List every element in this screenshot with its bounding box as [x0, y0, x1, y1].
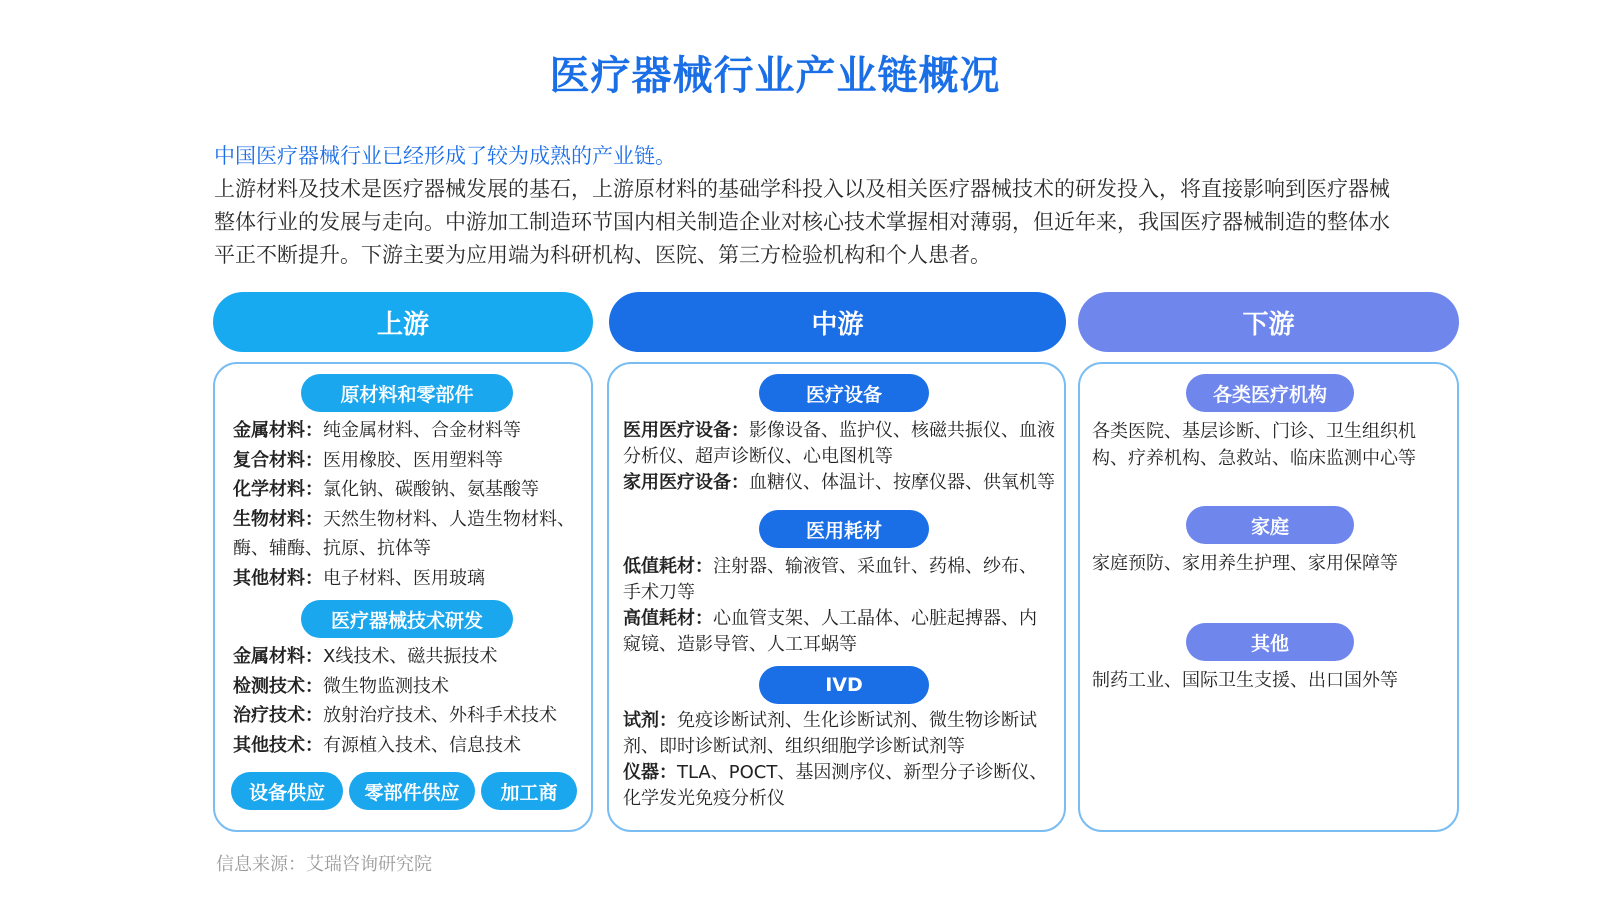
- home-pill: 家庭: [1186, 506, 1354, 544]
- home-text: 家庭预防、家用养生护理、家用保障等: [1092, 553, 1398, 574]
- midstream-header: 中游: [609, 292, 1066, 352]
- list-item: 医用医疗设备：影像设备、监护仪、核磁共振仪、血液分析仪、超声诊断仪、心电图机等: [623, 420, 1055, 467]
- list-item: 家用医疗设备：血糖仪、体温计、按摩仪器、供氧机等: [623, 472, 1055, 493]
- list-item: 高值耗材：心血管支架、人工晶体、心脏起搏器、内窥镜、造影导管、人工耳蜗等: [623, 608, 1037, 655]
- list-item: 其他技术：有源植入技术、信息技术: [233, 734, 521, 756]
- other-pill: 其他: [1186, 623, 1354, 661]
- tech-pill: 医疗器械技术研发: [301, 600, 513, 638]
- downstream-panel: [1078, 362, 1459, 832]
- tech-list: [233, 642, 583, 760]
- midstream-panel: [607, 362, 1066, 832]
- list-item: 其他材料：电子材料、医用玻璃: [233, 567, 485, 589]
- equipment-supply-button: 设备供应: [231, 772, 343, 810]
- list-item: 仪器：TLA、POCT、基因测序仪、新型分子诊断仪、化学发光免疫分析仪: [623, 762, 1048, 809]
- page-title: 医疗器械行业产业链概况: [549, 53, 1001, 99]
- equipment-list: [623, 418, 1057, 496]
- list-item: 试剂：免疫诊断试剂、生化诊断试剂、微生物诊断试剂、即时诊断试剂、组织细胞学诊断试剂等: [623, 710, 1037, 757]
- intro-lead: 中国医疗器械行业已经形成了较为成熟的产业链。: [214, 144, 676, 168]
- parts-supply-button: 零部件供应: [349, 772, 475, 810]
- consumables-pill: 医用耗材: [759, 510, 929, 548]
- consumables-list: [623, 554, 1048, 658]
- list-item: 生物材料：天然生物材料、人造生物材料、酶、辅酶、抗原、抗体等: [233, 508, 575, 559]
- ivd-list: [623, 708, 1053, 812]
- intro-text: [214, 140, 1394, 272]
- processor-button: 加工商: [481, 772, 577, 810]
- list-item: 金属材料：纯金属材料、合金材料等: [233, 420, 521, 441]
- list-item: 化学材料：氯化钠、碳酸钠、氨基酸等: [233, 479, 539, 500]
- source-note: 信息来源：艾瑞咨询研究院: [216, 854, 432, 875]
- upstream-panel: [213, 362, 593, 832]
- upstream-header: 上游: [213, 292, 593, 352]
- equipment-pill: 医疗设备: [759, 374, 929, 412]
- ivd-pill: IVD: [759, 666, 929, 704]
- downstream-header: 下游: [1078, 292, 1459, 352]
- intro-body: 上游材料及技术是医疗器械发展的基石，上游原材料的基础学科投入以及相关医疗器械技术的研发投入，将直接影响到医疗器械整体行业的发展与走向。中游加工制造环节国内相关制造企业对核心技术掌握相对薄弱，但近年来，我国医疗器械制造的整体水平正不断提升。下游主要为应用端为科研机构、医院、第三方检验机构和个人患者。: [214, 177, 1390, 267]
- list-item: 低值耗材：注射器、输液管、采血针、药棉、纱布、手术刀等: [623, 556, 1037, 603]
- institutions-text: 各类医院、基层诊断、门诊、卫生组织机构、疗养机构、急救站、临床监测中心等: [1092, 421, 1416, 469]
- other-text: 制药工业、国际卫生支援、出口国外等: [1092, 670, 1398, 691]
- list-item: 金属材料：X线技术、磁共振技术: [233, 646, 498, 667]
- materials-list: [233, 416, 583, 593]
- list-item: 复合材料：医用橡胶、医用塑料等: [233, 449, 503, 471]
- institutions-pill: 各类医疗机构: [1186, 374, 1354, 412]
- list-item: 检测技术：微生物监测技术: [233, 675, 449, 697]
- list-item: 治疗技术：放射治疗技术、外科手术技术: [233, 705, 557, 726]
- materials-pill: 原材料和零部件: [301, 374, 513, 412]
